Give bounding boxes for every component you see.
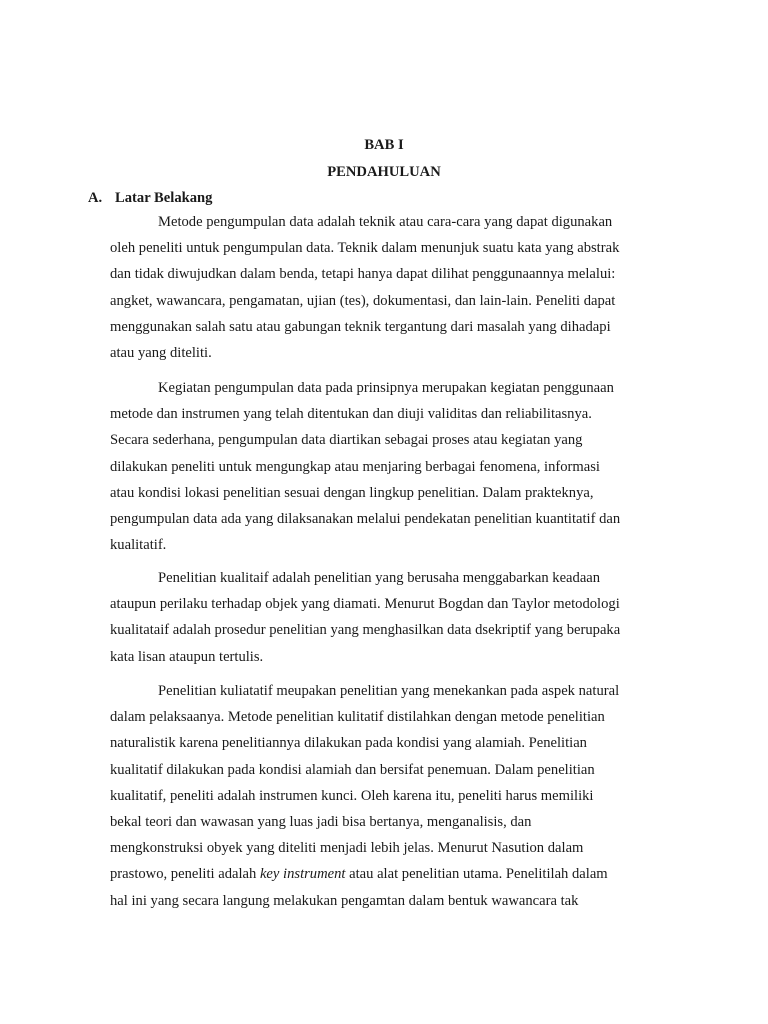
- chapter-title: PENDAHULUAN: [327, 164, 441, 180]
- section-title: Latar Belakang: [115, 190, 213, 206]
- text-line: Secara sederhana, pengumpulan data diartikan sebagai proses atau kegiatan yang: [110, 432, 583, 449]
- section-number: A.: [88, 190, 103, 206]
- text-line: dan tidak diwujudkan dalam benda, tetapi hanya dapat dilihat penggunaannya melalui:: [110, 266, 616, 283]
- text-line: pengumpulan data ada yang dilaksanakan melalui pendekatan penelitian kuantitatif dan: [110, 511, 621, 528]
- text-line: kata lisan ataupun tertulis.: [110, 648, 264, 665]
- text-line: Penelitian kuliatatif meupakan penelitian yang menekankan pada aspek natural: [158, 683, 620, 699]
- text-line: mengkonstruksi obyek yang diteliti menjadi lebih jelas. Menurut Nasution dalam: [110, 840, 584, 857]
- text-line: Kegiatan pengumpulan data pada prinsipnya merupakan kegiatan penggunaan: [158, 380, 614, 396]
- text-line: Metode pengumpulan data adalah teknik atau cara-cara yang dapat digunakan: [158, 214, 613, 230]
- section-heading: [88, 185, 212, 211]
- text-line: Penelitian kualitaif adalah penelitian yang berusaha menggabarkan keadaan: [158, 570, 601, 586]
- text-line: kualitatif dilakukan pada kondisi alamiah dan bersifat penemuan. Dalam penelitian: [110, 761, 595, 778]
- text-line: dilakukan peneliti untuk mengungkap atau menjaring berbagai fenomena, informasi: [110, 458, 600, 475]
- text-line: metode dan instrumen yang telah ditentukan dan diuji validitas dan reliabilitasnya.: [110, 406, 592, 423]
- text-segment: atau alat penelitian utama. Penelitilah dalam: [345, 866, 608, 883]
- text-line: menggunakan salah satu atau gabungan teknik tergantung dari masalah yang dihadapi: [110, 318, 611, 335]
- text-line: kualitatif, peneliti adalah instrumen kunci. Oleh karena itu, peneliti harus memiliki: [110, 787, 594, 804]
- text-line-with-italic: [110, 861, 670, 887]
- text-line: angket, wawancara, pengamatan, ujian (tes), dokumentasi, dan lain-lain. Peneliti dapat: [110, 292, 616, 309]
- text-line: oleh peneliti untuk pengumpulan data. Teknik dalam menunjuk suatu kata yang abstrak: [110, 240, 620, 257]
- text-line: kualitatif.: [110, 537, 167, 554]
- italic-term: key instrument: [259, 866, 346, 883]
- text-line: dalam pelaksaanya. Metode penelitian kulitatif distilahkan dengan metode penelitian: [110, 709, 605, 726]
- text-line: ataupun perilaku terhadap objek yang diamati. Menurut Bogdan dan Taylor metodologi: [110, 596, 620, 613]
- text-line: atau kondisi lokasi penelitian sesuai dengan lingkup penelitian. Dalam prakteknya,: [110, 484, 594, 501]
- text-line: kualitataif adalah prosedur penelitian yang menghasilkan data dsekriptif yang berupaka: [110, 622, 621, 639]
- paragraph-4: [110, 678, 670, 914]
- chapter-number: BAB I: [364, 137, 404, 153]
- text-line: atau yang diteliti.: [110, 345, 212, 362]
- paragraph-1: [110, 209, 670, 366]
- text-line: bekal teori dan wawasan yang luas jadi bisa bertanya, menganalisis, dan: [110, 814, 532, 831]
- text-line: hal ini yang secara langung melakukan pengamtan dalam bentuk wawancara tak: [110, 892, 579, 909]
- paragraph-3: [110, 565, 670, 670]
- paragraph-2: [110, 375, 670, 558]
- text-segment: prastowo, peneliti adalah: [110, 866, 260, 883]
- text-line: naturalistik karena penelitiannya dilakukan pada kondisi yang alamiah. Penelitian: [110, 735, 587, 752]
